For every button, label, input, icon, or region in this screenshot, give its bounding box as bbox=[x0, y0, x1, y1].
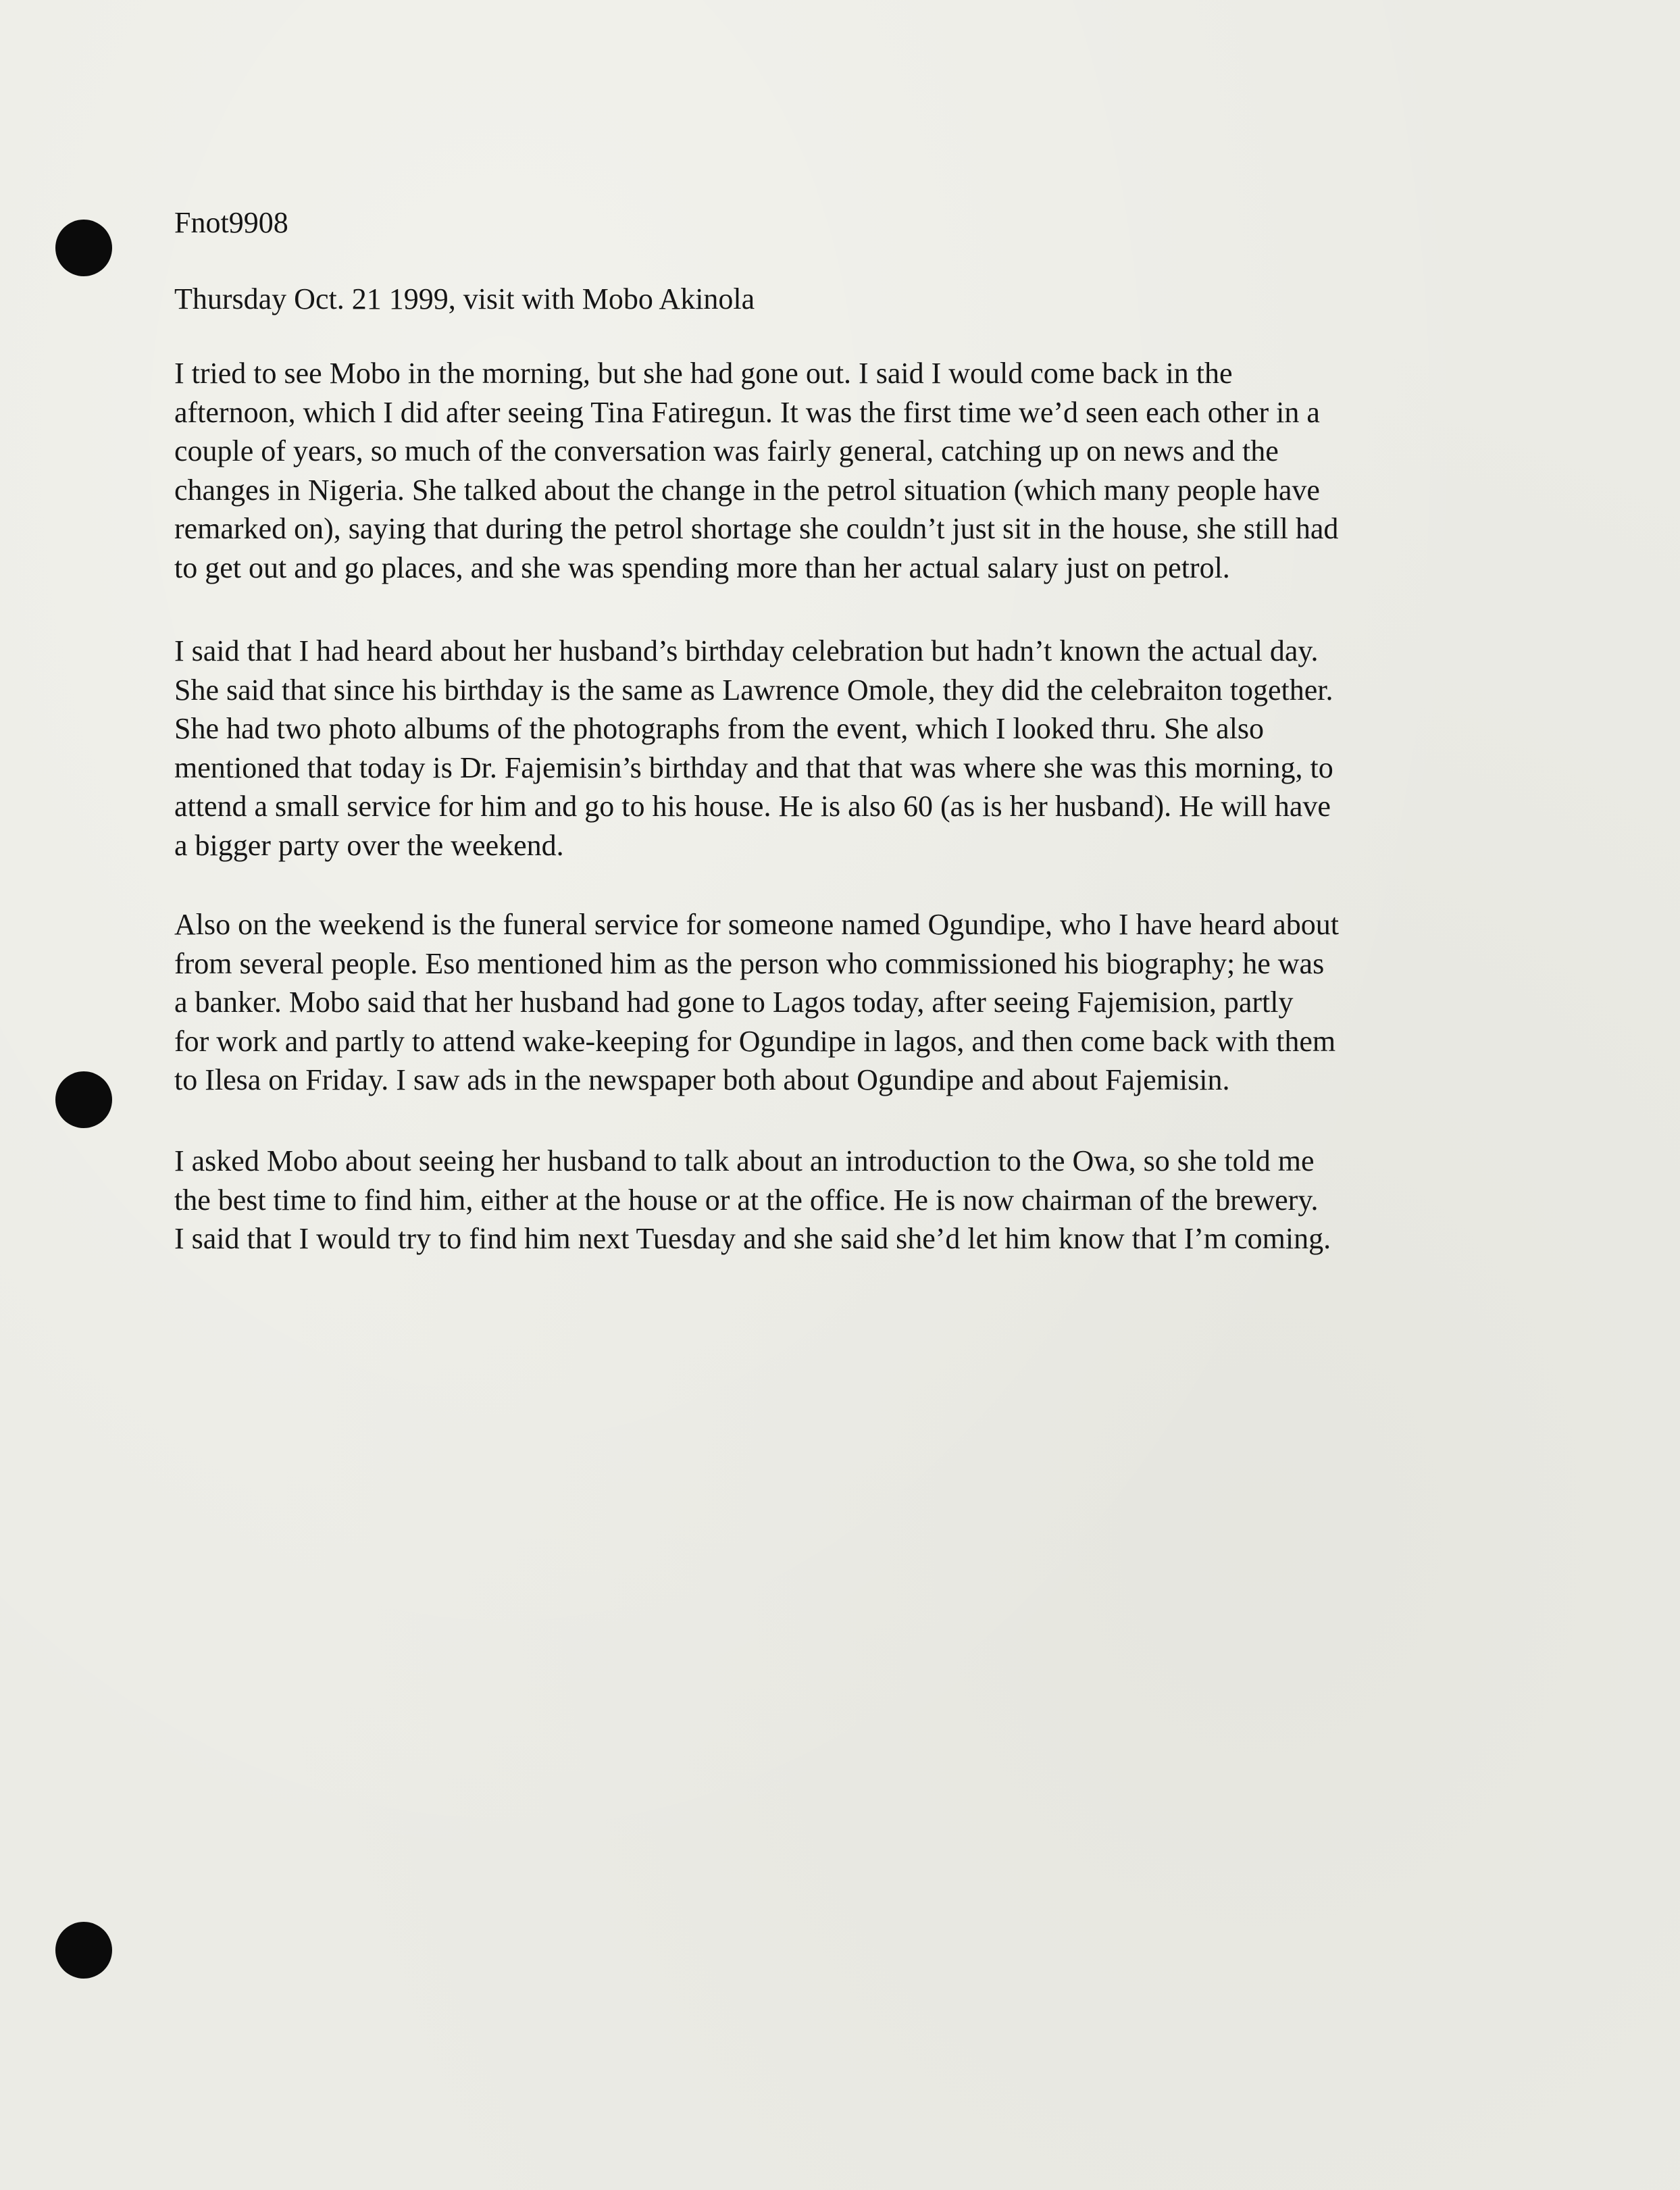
paragraph-line: to Ilesa on Friday. I saw ads in the newspaper both about Ogundipe and about Fajemisin. bbox=[174, 1063, 1230, 1096]
paragraph-line: She had two photo albums of the photographs from the event, which I looked thru. She also bbox=[174, 712, 1265, 745]
paragraph-line: changes in Nigeria. She talked about the change in the petrol situation (which many people have bbox=[174, 473, 1320, 507]
paragraph-line: couple of years, so much of the conversation was fairly general, catching up on news and the bbox=[174, 434, 1279, 467]
paragraph-line: Also on the weekend is the funeral service for someone named Ogundipe, who I have heard about bbox=[174, 908, 1339, 941]
paragraph-line: mentioned that today is Dr. Fajemisin’s birthday and that that was where she was this morning, to bbox=[174, 750, 1333, 784]
paragraph-line: for work and partly to attend wake-keeping for Ogundipe in lagos, and then come back with them bbox=[174, 1024, 1336, 1058]
paragraph-line: afternoon, which I did after seeing Tina Fatiregun. It was the first time we’d seen each other in a bbox=[174, 395, 1320, 429]
document-title: Thursday Oct. 21 1999, visit with Mobo Akinola bbox=[174, 282, 755, 315]
paragraph-1 bbox=[174, 354, 1338, 587]
paragraph-line: I said that I would try to find him next Tuesday and she said she’d let him know that I’m coming. bbox=[174, 1222, 1331, 1255]
paragraph-line: attend a small service for him and go to his house. He is also 60 (as is her husband). He will have bbox=[174, 790, 1331, 823]
punch-hole-middle bbox=[55, 1071, 112, 1128]
paragraph-4 bbox=[174, 1142, 1331, 1258]
paragraph-line: remarked on), saying that during the petrol shortage she couldn’t just sit in the house, she still had bbox=[174, 512, 1339, 545]
punch-hole-top bbox=[55, 220, 112, 276]
document-id: Fnot9908 bbox=[174, 206, 288, 239]
punch-hole-bottom bbox=[55, 1922, 112, 1979]
paragraph-line: She said that since his birthday is the same as Lawrence Omole, they did the celebraiton together. bbox=[174, 673, 1333, 707]
paragraph-line: I asked Mobo about seeing her husband to talk about an introduction to the Owa, so she told me bbox=[174, 1144, 1315, 1177]
paragraph-line: from several people. Eso mentioned him as the person who commissioned his biography; he was bbox=[174, 946, 1325, 980]
paragraph-line: the best time to find him, either at the house or at the office. He is now chairman of the brewery. bbox=[174, 1183, 1319, 1217]
paragraph-3 bbox=[174, 905, 1339, 1100]
paragraph-line: to get out and go places, and she was spending more than her actual salary just on petrol. bbox=[174, 551, 1230, 584]
paragraph-line: I tried to see Mobo in the morning, but she had gone out. I said I would come back in the bbox=[174, 357, 1233, 390]
paragraph-line: a banker. Mobo said that her husband had gone to Lagos today, after seeing Fajemision, partly bbox=[174, 986, 1294, 1019]
paragraph-line: I said that I had heard about her husband’s birthday celebration but hadn’t known the actual day. bbox=[174, 634, 1319, 667]
paragraph-line: a bigger party over the weekend. bbox=[174, 828, 564, 862]
paragraph-2 bbox=[174, 632, 1333, 865]
